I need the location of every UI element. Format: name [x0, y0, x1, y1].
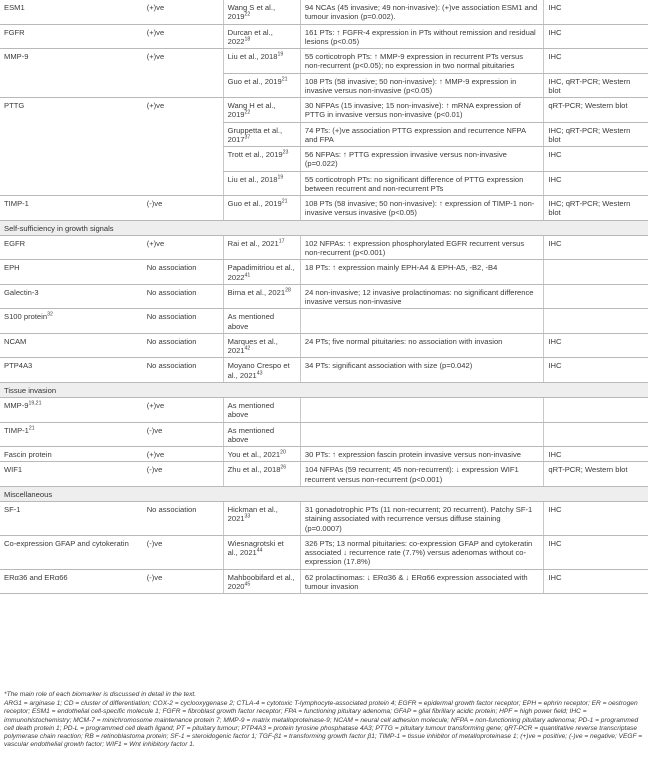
table-row [0, 49, 648, 74]
reference-sup: 43 [256, 369, 263, 376]
section-cell [0, 382, 648, 397]
reference-author: Trott et al., 2019 [227, 150, 283, 159]
method-cell [544, 73, 648, 98]
effect-value: No association [146, 505, 197, 514]
results-cell [300, 24, 544, 49]
effect-cell [143, 333, 223, 358]
reference-cell [223, 569, 300, 594]
reference-author: Birna et al., 2021 [227, 287, 286, 297]
results-cell [300, 122, 544, 147]
reference-cell [223, 333, 300, 358]
results-text: 56 NFPAs: ↑ PTTG expression invasive versus non-invasive (p=0.022) [304, 150, 507, 169]
biomarker-cell [0, 49, 143, 98]
table-row [0, 398, 648, 423]
reference-cell [223, 196, 300, 221]
table-footnotes [4, 691, 644, 750]
results-text: 94 NCAs (45 invasive; 49 non-invasive): (+)ve association ESM1 and tumour invasion (p=0.002). [304, 3, 538, 22]
effect-cell [143, 398, 223, 423]
method-cell [544, 535, 648, 569]
results-cell [300, 358, 544, 383]
reference-sup: 21 [281, 198, 288, 205]
biomarker-name: TIMP-1 [4, 199, 29, 208]
table-row [0, 569, 648, 594]
reference-cell [223, 260, 300, 285]
section-row [0, 382, 648, 397]
results-cell [300, 284, 544, 309]
effect-cell [143, 569, 223, 594]
reference-cell [223, 235, 300, 260]
results-text: 55 corticotroph PTs: ↑ MMP-9 expression in recurrent PTs versus non-recurrent (p<0.05); no expression in two normal pituitaries [304, 52, 524, 71]
reference-cell [223, 0, 300, 24]
reference-sup: 44 [256, 547, 263, 554]
biomarker-cell [0, 333, 143, 358]
table-row [0, 502, 648, 536]
effect-cell [143, 24, 223, 49]
results-text: 30 NFPAs (15 invasive; 15 non-invasive): ↑ mRNA expression of PTTG in invasive versus non-invasive (p<0.01) [304, 101, 521, 120]
biomarker-cell [0, 24, 143, 49]
reference-sup: 42 [244, 345, 251, 352]
reference-cell [223, 73, 300, 98]
method-text: IHC, qRT-PCR; Western blot [548, 76, 631, 95]
reference-sup: 18 [244, 36, 251, 43]
footnote-abbreviations: ARG1 = arginase 1; CD = cluster of differentiation; COX-2 = cyclooxygenase 2; CTLA-4 = cytotoxic T-lymphocyte-associated protein 4; EGFR = epidermal growth factor receptor; EPH = ephrin receptor; ER = oestrogen receptor; ESM1 = endothelial cell-specific molecule 1; FGFR = fibroblast growth factor receptor; FPA = functioning pituitary adenoma; GFAP = glial fibrillary acidic protein; HPF = high power field; IHC = immunohistochemistry; MCM-7 = minichromosome maintenance protein 7; MMP-9 = matrix metalloproteinase-9; NCAM = neural cell adhesion molecule; NFPA = non-functioning pituitary adenoma; PD-1 = programmed cell death protein 1; PD-L = programmed cell death ligand; PT = pituitary tumour; PTP4A3 = protein tyrosine phosphatase 4A3; PTTG = pituitary tumour transforming gene; qRT-PCR = quantitative reverse transcriptase polymerase chain reaction; RB = retinoblastoma protein; SF-1 = steroidogenic factor 1; TGF-β1 = transforming growth factor β1; TIMP-1 = tissue inhibitor of metalloproteinase 1; (+)ve = positive; (-)ve = negative; VEGF = vascular endothelial growth factor; WIF1 = Wnt inhibitory factor 1. [4, 700, 643, 749]
reference-author: Wang H et al., 2019 [227, 101, 276, 120]
biomarker-cell [0, 309, 143, 334]
biomarker-cell [0, 502, 143, 536]
results-text: 74 PTs: (+)ve association PTTG expression and recurrence NFPA and FPA [304, 125, 526, 144]
results-text: 55 corticotroph PTs: no significant difference of PTTG expression between recurrent and non-recurrent PTs [304, 174, 524, 193]
effect-cell [143, 502, 223, 536]
method-cell [544, 260, 648, 285]
reference-cell [223, 398, 300, 423]
biomarker-name: FGFR [4, 27, 25, 37]
reference-author: Durcan et al., 2022 [227, 27, 273, 46]
effect-cell [143, 0, 223, 24]
effect-value: (-)ve [146, 199, 163, 208]
reference-author: Moyano Crespo et al., 2021 [227, 361, 290, 380]
method-text: IHC [548, 505, 562, 514]
reference-sup: 45 [244, 581, 251, 588]
effect-cell [143, 309, 223, 334]
effect-cell [143, 284, 223, 309]
method-cell [544, 196, 648, 221]
effect-value: (-)ve [146, 425, 163, 435]
effect-cell [143, 422, 223, 447]
effect-cell [143, 49, 223, 98]
effect-value: (+)ve [146, 3, 165, 12]
method-cell [544, 569, 648, 594]
results-cell [300, 0, 544, 24]
method-text: IHC [548, 238, 562, 248]
method-cell [544, 122, 648, 147]
reference-cell [223, 171, 300, 196]
results-text: 62 prolactinomas: ↓ ERα36 & ↓ ERα66 expression associated with tumour invasion [304, 572, 528, 591]
method-cell [544, 0, 648, 24]
biomarker-cell [0, 398, 143, 423]
method-cell [544, 147, 648, 172]
reference-cell [223, 462, 300, 487]
effect-cell [143, 447, 223, 462]
method-cell [544, 447, 648, 462]
reference-cell [223, 24, 300, 49]
results-cell [300, 309, 544, 334]
section-row [0, 220, 648, 235]
results-cell [300, 171, 544, 196]
biomarker-ref-sup: 21 [28, 424, 35, 431]
reference-author: Gruppetta et al., 2017 [227, 125, 283, 144]
reference-cell [223, 122, 300, 147]
biomarker-cell [0, 0, 143, 24]
reference-sup: 41 [244, 271, 251, 278]
biomarker-name: EGFR [4, 238, 26, 248]
section-cell [0, 220, 648, 235]
method-text: IHC [548, 3, 562, 12]
table-row [0, 24, 648, 49]
method-text: IHC [548, 361, 562, 371]
effect-value: No association [146, 263, 197, 273]
table-row [0, 309, 648, 334]
biomarker-name: TIMP-1 [4, 425, 29, 435]
method-cell [544, 235, 648, 260]
biomarker-cell [0, 284, 143, 309]
results-cell [300, 447, 544, 462]
method-text: IHC [548, 538, 562, 548]
method-text: IHC [548, 572, 562, 582]
section-label: Miscellaneous [4, 489, 53, 499]
results-cell [300, 49, 544, 74]
biomarker-name: Fascin protein [4, 450, 52, 459]
results-cell [300, 569, 544, 594]
biomarker-cell [0, 447, 143, 462]
reference-cell [223, 284, 300, 309]
biomarker-cell [0, 569, 143, 594]
results-text: 24 non-invasive; 12 invasive prolactinomas: no significant difference invasive versus non-invasive [304, 287, 534, 306]
method-cell [544, 171, 648, 196]
results-cell [300, 502, 544, 536]
reference-sup: 21 [281, 75, 288, 82]
biomarker-ref-sup: 32 [47, 311, 53, 318]
reference-sup: 37 [244, 134, 251, 141]
table-row [0, 333, 648, 358]
results-text: 31 gonadotrophic PTs (11 non-recurrent; 20 recurrent). Patchy SF-1 staining associated with recurrence versus diffuse staining (p=0.0007) [304, 505, 533, 533]
reference-author: Marques et al., 2021 [227, 336, 278, 355]
biomarker-cell [0, 196, 143, 221]
reference-sup: 33 [244, 513, 251, 520]
method-cell [544, 422, 648, 447]
reference-sup: 17 [278, 238, 285, 245]
results-text: 108 PTs (58 invasive; 50 non-invasive): ↑ MMP-9 expression in invasive versus non-invasive (p<0.05) [304, 76, 517, 95]
effect-cell [143, 358, 223, 383]
biomarker-name: Co-expression GFAP and cytokeratin [4, 538, 129, 548]
table-row [0, 535, 648, 569]
results-text: 102 NFPAs: ↑ expression phosphorylated EGFR recurrent versus non-recurrent (p<0.001) [304, 238, 525, 257]
method-cell [544, 462, 648, 487]
reference-author: Liu et al., 2018 [227, 174, 278, 184]
reference-author: Hickman et al., 2021 [227, 505, 278, 524]
biomarker-cell [0, 98, 143, 196]
reference-sup: 26 [280, 464, 287, 471]
biomarker-cell [0, 260, 143, 285]
reference-sup: 28 [285, 287, 291, 294]
reference-cell [223, 49, 300, 74]
biomarker-cell [0, 422, 143, 447]
table-row [0, 358, 648, 383]
results-text: 161 PTs: ↑ FGFR-4 expression in PTs without remission and residual lesions (p<0.05) [304, 27, 536, 46]
table-row [0, 462, 648, 487]
method-text: IHC [548, 27, 562, 37]
effect-value: (+)ve [146, 450, 165, 459]
biomarker-name: PTP4A3 [4, 361, 33, 371]
results-cell [300, 98, 544, 123]
reference-author: As mentioned above [227, 425, 275, 444]
method-cell [544, 502, 648, 536]
reference-author: As mentioned above [227, 401, 275, 420]
effect-value: No association [146, 336, 197, 346]
effect-value: No association [146, 287, 197, 297]
table-row [0, 196, 648, 221]
results-text: 104 NFPAs (59 recurrent; 45 non-recurrent): ↓ expression WIF1 recurrent versus non-recurrent (p<0.001) [304, 465, 519, 484]
reference-sup: 19 [277, 173, 284, 180]
reference-author: Mahboobifard et al., 2020 [227, 572, 295, 591]
reference-cell [223, 309, 300, 334]
results-text: 34 PTs: significant association with size (p=0.042) [304, 361, 473, 371]
reference-author: As mentioned above [227, 312, 275, 331]
effect-value: (-)ve [146, 465, 163, 475]
method-text: qRT-PCR; Western blot [548, 101, 628, 110]
table-row [0, 422, 648, 447]
effect-value: (+)ve [146, 401, 165, 410]
effect-cell [143, 462, 223, 487]
effect-cell [143, 235, 223, 260]
reference-author: Guo et al., 2019 [227, 199, 282, 208]
effect-cell [143, 535, 223, 569]
results-text: 30 PTs: ↑ expression fascin protein invasive versus non-invasive [304, 450, 521, 459]
method-cell [544, 309, 648, 334]
reference-sup: 22 [244, 109, 251, 116]
biomarker-name: S100 protein [4, 312, 48, 322]
results-cell [300, 235, 544, 260]
reference-cell [223, 535, 300, 569]
method-cell [544, 333, 648, 358]
reference-author: Wang S et al., 2019 [227, 3, 276, 22]
effect-value: (+)ve [146, 101, 165, 110]
section-label: Self-sufficiency in growth signals [4, 223, 114, 233]
biomarker-cell [0, 535, 143, 569]
results-cell [300, 73, 544, 98]
biomarker-name: MMP-9 [4, 401, 29, 410]
biomarker-cell [0, 235, 143, 260]
results-text: 326 PTs; 13 normal pituitaries: co-expression GFAP and cytokeratin associated ↓ recurrence rate (7.7%) versus adenomas without co-expression (17.8%) [304, 538, 533, 567]
reference-cell [223, 447, 300, 462]
reference-sup: 23 [282, 149, 289, 156]
section-row [0, 486, 648, 501]
effect-value: No association [146, 361, 197, 371]
reference-sup: 20 [280, 449, 286, 456]
table-row [0, 235, 648, 260]
table-row [0, 98, 648, 123]
table-row [0, 0, 648, 24]
effect-cell [143, 98, 223, 196]
biomarker-name: NCAM [4, 336, 27, 346]
reference-cell [223, 358, 300, 383]
biomarker-name: WIF1 [4, 465, 23, 475]
reference-author: Liu et al., 2018 [227, 52, 278, 61]
biomarker-ref-sup: 19,21 [28, 400, 42, 407]
reference-author: Papadimitriou et al., 2022 [227, 263, 295, 282]
effect-value: (-)ve [146, 538, 163, 548]
section-cell [0, 486, 648, 501]
reference-author: Zhu et al., 2018 [227, 465, 281, 475]
reference-cell [223, 147, 300, 172]
method-text: qRT-PCR; Western blot [548, 465, 628, 475]
reference-author: Wiesnagrotski et al., 2021 [227, 538, 284, 557]
table-row [0, 447, 648, 462]
biomarker-name: Galectin-3 [4, 287, 39, 297]
reference-sup: 19 [277, 51, 284, 58]
reference-author: You et al., 2021 [227, 450, 281, 459]
results-cell [300, 333, 544, 358]
biomarker-name: PTTG [4, 101, 25, 110]
table-row [0, 284, 648, 309]
effect-cell [143, 196, 223, 221]
biomarker-name: EPH [4, 263, 20, 273]
method-cell [544, 398, 648, 423]
results-cell [300, 196, 544, 221]
biomarker-cell [0, 462, 143, 487]
effect-value: (+)ve [146, 27, 165, 37]
footnote-main-role: *The main role of each biomarker is discussed in detail in the text. [4, 691, 197, 698]
reference-sup: 22 [244, 11, 251, 18]
reference-cell [223, 502, 300, 536]
results-text: 108 PTs (58 invasive; 50 non-invasive): ↑ expression of TIMP-1 non-invasive versus invasive (p<0.05) [304, 199, 535, 218]
reference-cell [223, 98, 300, 123]
reference-author: Guo et al., 2019 [227, 76, 282, 86]
effect-value: No association [146, 312, 197, 322]
biomarker-cell [0, 358, 143, 383]
results-cell [300, 422, 544, 447]
method-text: IHC [548, 450, 562, 459]
biomarker-name: ESM1 [4, 3, 25, 12]
biomarker-name: SF-1 [4, 505, 21, 514]
results-cell [300, 462, 544, 487]
biomarker-name: ERα36 and ERα66 [4, 572, 68, 582]
effect-value: (+)ve [146, 52, 165, 61]
biomarker-name: MMP-9 [4, 52, 29, 61]
reference-cell [223, 422, 300, 447]
results-cell [300, 260, 544, 285]
results-cell [300, 535, 544, 569]
method-cell [544, 98, 648, 123]
method-text: IHC; qRT-PCR; Western blot [548, 125, 631, 144]
effect-value: (+)ve [146, 238, 165, 248]
method-text: IHC; qRT-PCR; Western blot [548, 199, 631, 218]
effect-cell [143, 260, 223, 285]
method-text: IHC [548, 150, 562, 159]
results-text: 18 PTs: ↑ expression mainly EPH-A4 & EPH-A5, -B2, -B4 [304, 263, 498, 273]
table-row [0, 260, 648, 285]
effect-value: (-)ve [146, 572, 163, 582]
method-cell [544, 49, 648, 74]
method-text: IHC [548, 52, 562, 61]
results-text: 24 PTs; five normal pituitaries: no association with invasion [304, 336, 503, 346]
section-label: Tissue invasion [4, 385, 57, 395]
method-cell [544, 284, 648, 309]
method-cell [544, 358, 648, 383]
method-text: IHC [548, 174, 562, 184]
reference-author: Rai et al., 2021 [227, 238, 279, 248]
method-cell [544, 24, 648, 49]
results-cell [300, 398, 544, 423]
results-cell [300, 147, 544, 172]
method-text: IHC [548, 336, 562, 346]
